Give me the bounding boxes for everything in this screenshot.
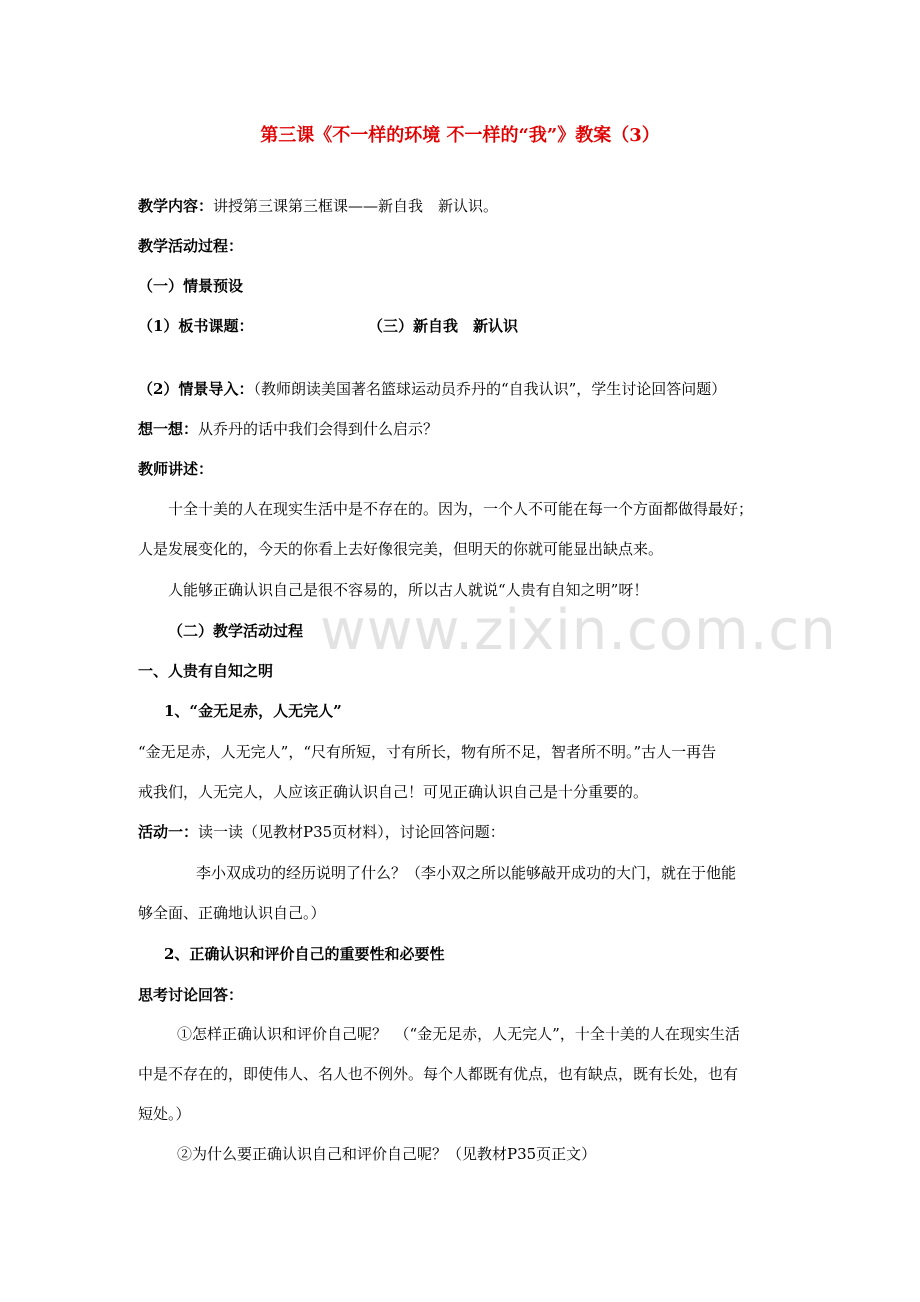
paragraph-line: 人是发展变化的，今天的你看上去好像很完美，但明天的你就可能显出缺点来。: [138, 540, 664, 558]
activity-one-text: 读一读（见教材P35页材料），讨论回答问题：: [198, 823, 505, 841]
section-activity-process: （二）教学活动过程: [168, 622, 304, 640]
think-prompt: [138, 419, 438, 439]
paragraph-line: 短处。）: [138, 1105, 191, 1123]
teacher-narration-heading: 教师讲述：: [138, 460, 214, 478]
watermark: www.zixin.com.cn: [320, 598, 837, 663]
paragraph-line: 中是不存在的，即使伟人、名人也不例外。每个人都既有优点，也有缺点，既有长处，也有: [138, 1065, 739, 1083]
board-topic-title: （三）新自我 新认识: [368, 317, 519, 335]
discussion-heading: 思考讨论回答：: [138, 986, 244, 1004]
scenario-intro-text: （教师朗读美国著名篮球运动员乔丹的“自我认识”，学生讨论回答问题）: [253, 380, 727, 398]
paragraph-line: 李小双成功的经历说明了什么？（李小双之所以能够敲开成功的大门，就在于他能: [196, 864, 737, 882]
paragraph-line: 戒我们，人无完人，人应该正确认识自己！可见正确认识自己是十分重要的。: [138, 783, 649, 801]
paragraph-line: 人能够正确认识自己是很不容易的，所以古人就说“人贵有自知之明”呀！: [168, 581, 649, 599]
teaching-content: [138, 196, 498, 216]
paragraph-line: ①怎样正确认识和评价自己呢？ （“金无足赤，人无完人”，十全十美的人在现实生活: [177, 1025, 740, 1043]
document-title: 第三课《不一样的环境 不一样的“我”》教案（3）: [260, 125, 660, 146]
think-label: 想一想：: [138, 420, 199, 438]
paragraph-line: “金无足赤，人无完人”，“尺有所短，寸有所长，物有所不足，智者所不明。”古人一再告: [138, 743, 717, 761]
activity-one-label: 活动一：: [138, 823, 199, 841]
section-scenario: （一）情景预设: [138, 277, 244, 295]
activity-one: [138, 822, 505, 842]
teaching-process-heading: 教学活动过程：: [138, 237, 244, 255]
heading-self-knowledge: 一、人贵有自知之明: [138, 662, 274, 680]
board-topic-label: （1）板书课题：: [138, 317, 254, 335]
scenario-intro: [138, 379, 726, 399]
paragraph-line: 十全十美的人在现实生活中是不存在的。因为，一个人不可能在每一个方面都做得最好；: [168, 500, 754, 518]
board-topic: [138, 316, 519, 336]
paragraph-line: ②为什么要正确认识自己和评价自己呢？（见教材P35页正文）: [177, 1145, 597, 1163]
teaching-content-text: 讲授第三课第三框课——新自我 新认识。: [213, 197, 499, 215]
subheading-1: 1、“金无足赤，人无完人”: [164, 702, 342, 720]
think-text: 从乔丹的话中我们会得到什么启示？: [198, 420, 439, 438]
teaching-content-label: 教学内容：: [138, 197, 214, 215]
scenario-intro-label: （2）情景导入：: [138, 380, 254, 398]
paragraph-line: 够全面、正确地认识自己。）: [138, 904, 326, 922]
subheading-2: 2、正确认识和评价自己的重要性和必要性: [164, 945, 445, 963]
